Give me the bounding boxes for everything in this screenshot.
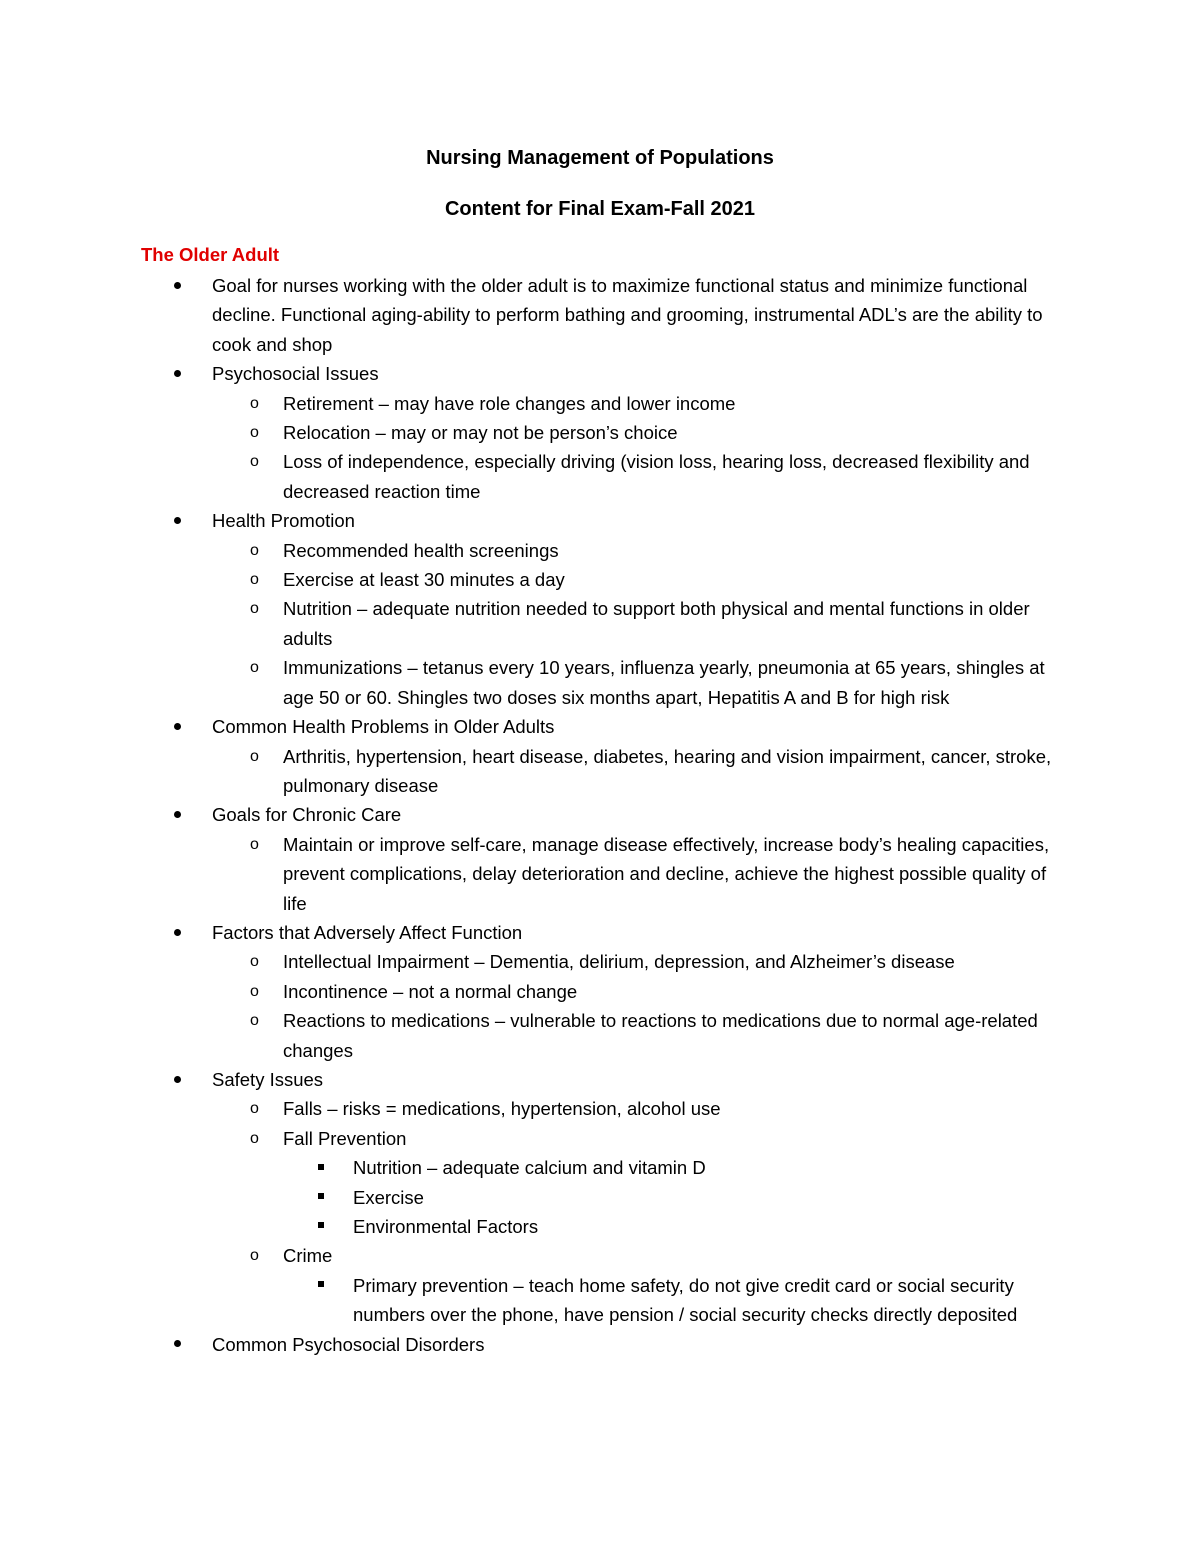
bullet-circle-icon: o — [250, 571, 259, 589]
outline-item-text: Falls – risks = medications, hypertension, alcohol use — [283, 1098, 721, 1120]
bullet-circle-icon: o — [250, 1012, 259, 1030]
bullet-circle-icon: o — [250, 541, 259, 559]
outline-item-text: Reactions to medications – vulnerable to reactions to medications due to normal age-related changes — [283, 1010, 1038, 1061]
outline-item-level-2 — [0, 536, 1200, 565]
document-subtitle: Content for Final Exam-Fall 2021 — [444, 198, 756, 220]
outline-item-level-3 — [0, 1153, 1200, 1182]
document-title: Nursing Management of Populations — [426, 147, 774, 169]
outline-item-text: Goals for Chronic Care — [212, 804, 402, 826]
bullet-circle-icon: o — [250, 453, 259, 471]
outline-item-level-3 — [0, 1271, 1200, 1330]
outline-item-text: Arthritis, hypertension, heart disease, diabetes, hearing and vision impairment, cancer, stroke, pulmonary disease — [283, 745, 1052, 796]
outline-item-text: Maintain or improve self-care, manage disease effectively, increase body’s healing capacities, prevent complications, delay deterioration and decline, achieve the highest possible quality of life — [283, 833, 1050, 914]
outline-item-text: Fall Prevention — [283, 1127, 407, 1149]
bullet-dot-icon — [174, 1065, 181, 1094]
outline-item-text: Retirement – may have role changes and lower income — [283, 392, 736, 414]
outline-item-text: Common Psychosocial Disorders — [212, 1333, 485, 1355]
bullet-circle-icon: o — [250, 659, 259, 677]
outline-item-text: Nutrition – adequate calcium and vitamin D — [353, 1157, 706, 1179]
outline-item-level-1 — [0, 918, 1200, 947]
outline-item-level-3 — [0, 1183, 1200, 1212]
outline-item-level-2 — [0, 947, 1200, 976]
outline-item-text: Safety Issues — [212, 1068, 324, 1090]
outline-item-level-3 — [0, 1212, 1200, 1241]
outline-item-level-2 — [0, 977, 1200, 1006]
outline-item-level-2 — [0, 447, 1200, 506]
bullet-circle-icon: o — [250, 1100, 259, 1118]
outline-item-level-2 — [0, 742, 1200, 801]
outline-item-level-1 — [0, 712, 1200, 741]
bullet-square-icon — [318, 1212, 324, 1241]
bullet-circle-icon: o — [250, 1129, 259, 1147]
bullet-circle-icon: o — [250, 424, 259, 442]
bullet-circle-icon: o — [250, 953, 259, 971]
outline-item-text: Relocation – may or may not be person’s choice — [283, 422, 678, 444]
outline-item-text: Loss of independence, especially driving (vision loss, hearing loss, decreased flexibility and decreased reaction time — [283, 451, 1030, 502]
bullet-circle-icon: o — [250, 982, 259, 1000]
outline-item-level-1 — [0, 1065, 1200, 1094]
bullet-dot-icon — [174, 359, 181, 388]
outline-item-text: Primary prevention – teach home safety, do not give credit card or social security numbers over the phone, have pension / social security checks directly deposited — [353, 1274, 1018, 1326]
outline-item-level-2 — [0, 1094, 1200, 1123]
bullet-square-icon — [318, 1183, 324, 1212]
outline-item-level-1 — [0, 506, 1200, 535]
outline-item-text: Nutrition – adequate nutrition needed to support both physical and mental functions in older adults — [283, 598, 1030, 649]
outline-item-text: Psychosocial Issues — [212, 363, 379, 385]
outline-item-text: Health Promotion — [212, 510, 355, 532]
outline-item-text: Factors that Adversely Affect Function — [212, 921, 523, 943]
bullet-dot-icon — [174, 712, 181, 741]
bullet-dot-icon — [174, 1330, 181, 1359]
outline-item-level-1 — [0, 271, 1200, 359]
outline-item-text: Exercise — [353, 1186, 424, 1208]
outline-item-level-1 — [0, 800, 1200, 829]
bullet-circle-icon: o — [250, 835, 259, 853]
bullet-dot-icon — [174, 800, 181, 829]
outline-item-text: Incontinence – not a normal change — [283, 980, 578, 1002]
outline-item-level-2 — [0, 830, 1200, 918]
outline-item-level-2 — [0, 565, 1200, 594]
outline-item-level-1 — [0, 1330, 1200, 1359]
bullet-square-icon — [318, 1153, 324, 1182]
bullet-dot-icon — [174, 271, 181, 300]
outline-item-level-1 — [0, 359, 1200, 388]
outline-item-level-2 — [0, 653, 1200, 712]
outline-item-text: Recommended health screenings — [283, 539, 559, 561]
outline-item-text: Crime — [283, 1245, 333, 1267]
outline-item-text: Common Health Problems in Older Adults — [212, 716, 555, 738]
bullet-dot-icon — [174, 918, 181, 947]
section-heading: The Older Adult — [141, 244, 280, 265]
bullet-circle-icon: o — [250, 600, 259, 618]
outline-item-text: Immunizations – tetanus every 10 years, influenza yearly, pneumonia at 65 years, shingles at age 50 or 60. Shingles two doses six months apart, Hepatitis A and B for high risk — [283, 657, 1045, 708]
outline-item-level-2 — [0, 389, 1200, 418]
outline-item-text: Exercise at least 30 minutes a day — [283, 569, 565, 591]
outline-item-text: Environmental Factors — [353, 1216, 539, 1237]
outline-item-level-2 — [0, 1006, 1200, 1065]
outline-item-level-2 — [0, 594, 1200, 653]
outline-item-level-2 — [0, 1241, 1200, 1270]
outline-list — [0, 271, 1200, 1359]
outline-item-text: Intellectual Impairment – Dementia, delirium, depression, and Alzheimer’s disease — [283, 951, 955, 973]
outline-item-level-2 — [0, 1124, 1200, 1153]
outline-item-level-2 — [0, 418, 1200, 447]
outline-item-text: Goal for nurses working with the older adult is to maximize functional status and minimize functional decline. Functional aging-ability to perform bathing and grooming, instrumental ADL’s are the ability to cook and shop — [212, 275, 1043, 355]
bullet-circle-icon: o — [250, 394, 259, 412]
bullet-circle-icon: o — [250, 747, 259, 765]
bullet-dot-icon — [174, 506, 181, 535]
bullet-square-icon — [318, 1271, 324, 1300]
bullet-circle-icon: o — [250, 1247, 259, 1265]
